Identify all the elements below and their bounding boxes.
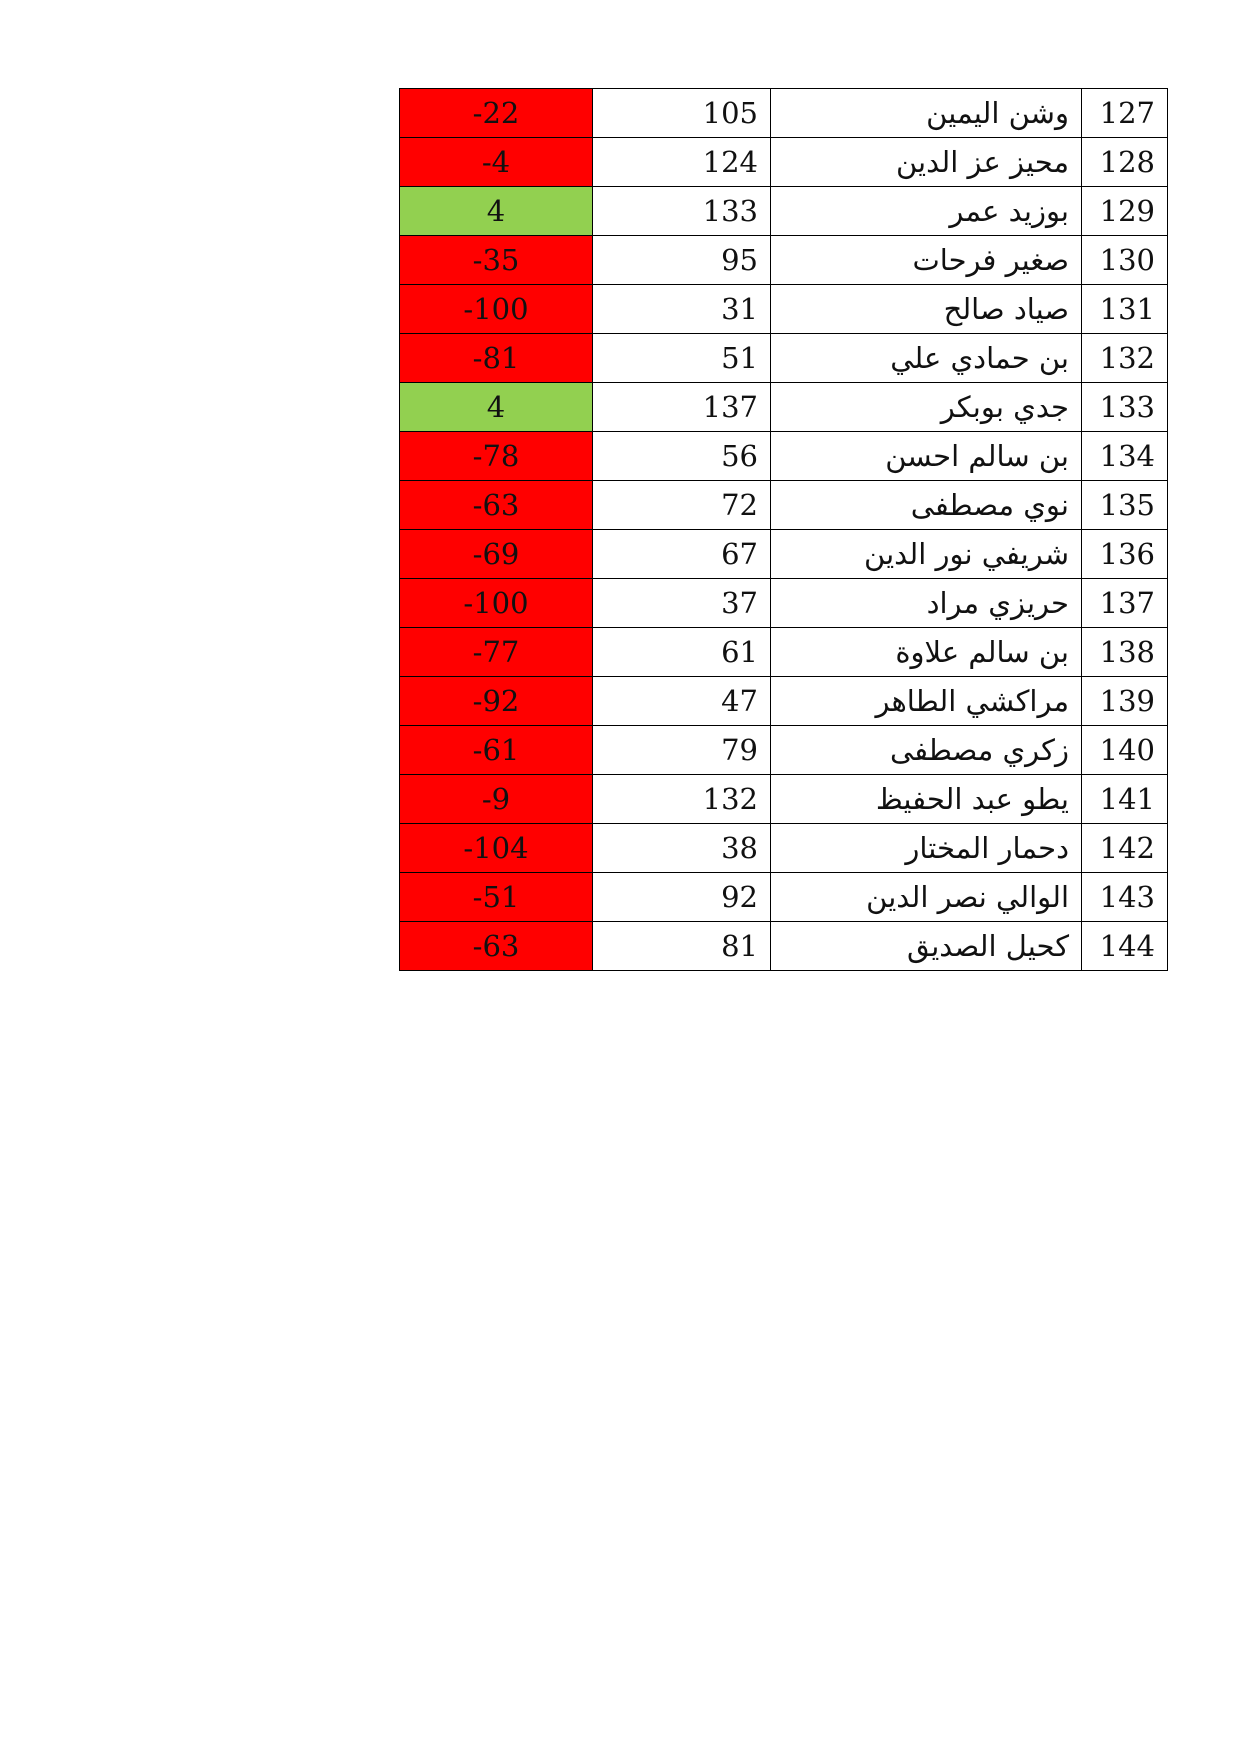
difference-cell: -78: [400, 432, 593, 481]
row-number-cell: 130: [1082, 236, 1168, 285]
name-cell: محيز عز الدين: [771, 138, 1082, 187]
row-number-cell: 141: [1082, 775, 1168, 824]
table-row: [400, 383, 1168, 432]
table-row: [400, 530, 1168, 579]
row-number-cell: 138: [1082, 628, 1168, 677]
row-number-cell: 128: [1082, 138, 1168, 187]
row-number-cell: 136: [1082, 530, 1168, 579]
table-row: [400, 873, 1168, 922]
table-row: [400, 481, 1168, 530]
table-row: [400, 138, 1168, 187]
score-cell: 67: [593, 530, 771, 579]
score-cell: 133: [593, 187, 771, 236]
difference-cell: -92: [400, 677, 593, 726]
score-cell: 124: [593, 138, 771, 187]
difference-cell: 4: [400, 187, 593, 236]
name-cell: بن سالم احسن: [771, 432, 1082, 481]
row-number-cell: 144: [1082, 922, 1168, 971]
name-cell: بن حمادي علي: [771, 334, 1082, 383]
table-row: [400, 824, 1168, 873]
row-number-cell: 133: [1082, 383, 1168, 432]
row-number-cell: 139: [1082, 677, 1168, 726]
score-cell: 132: [593, 775, 771, 824]
name-cell: مراكشي الطاهر: [771, 677, 1082, 726]
table-row: [400, 187, 1168, 236]
table-row: [400, 285, 1168, 334]
score-cell: 92: [593, 873, 771, 922]
difference-cell: -22: [400, 89, 593, 138]
difference-cell: -4: [400, 138, 593, 187]
difference-cell: 4: [400, 383, 593, 432]
difference-cell: -100: [400, 285, 593, 334]
score-cell: 137: [593, 383, 771, 432]
score-cell: 38: [593, 824, 771, 873]
name-cell: بوزيد عمر: [771, 187, 1082, 236]
table-row: [400, 726, 1168, 775]
score-cell: 37: [593, 579, 771, 628]
difference-cell: -69: [400, 530, 593, 579]
difference-cell: -63: [400, 922, 593, 971]
table-row: [400, 334, 1168, 383]
score-cell: 61: [593, 628, 771, 677]
row-number-cell: 143: [1082, 873, 1168, 922]
results-table-body: [400, 89, 1168, 971]
row-number-cell: 142: [1082, 824, 1168, 873]
name-cell: حريزي مراد: [771, 579, 1082, 628]
difference-cell: -77: [400, 628, 593, 677]
difference-cell: -81: [400, 334, 593, 383]
table-row: [400, 579, 1168, 628]
results-table: [399, 88, 1168, 971]
row-number-cell: 140: [1082, 726, 1168, 775]
name-cell: دحمار المختار: [771, 824, 1082, 873]
row-number-cell: 134: [1082, 432, 1168, 481]
difference-cell: -104: [400, 824, 593, 873]
row-number-cell: 132: [1082, 334, 1168, 383]
difference-cell: -61: [400, 726, 593, 775]
score-cell: 79: [593, 726, 771, 775]
score-cell: 105: [593, 89, 771, 138]
difference-cell: -63: [400, 481, 593, 530]
score-cell: 47: [593, 677, 771, 726]
name-cell: صغير فرحات: [771, 236, 1082, 285]
score-cell: 72: [593, 481, 771, 530]
name-cell: الوالي نصر الدين: [771, 873, 1082, 922]
score-cell: 31: [593, 285, 771, 334]
table-row: [400, 677, 1168, 726]
name-cell: وشن اليمين: [771, 89, 1082, 138]
name-cell: جدي بوبكر: [771, 383, 1082, 432]
table-row: [400, 236, 1168, 285]
row-number-cell: 129: [1082, 187, 1168, 236]
score-cell: 95: [593, 236, 771, 285]
row-number-cell: 137: [1082, 579, 1168, 628]
score-cell: 56: [593, 432, 771, 481]
name-cell: بن سالم علاوة: [771, 628, 1082, 677]
name-cell: نوي مصطفى: [771, 481, 1082, 530]
difference-cell: -100: [400, 579, 593, 628]
score-cell: 81: [593, 922, 771, 971]
table-row: [400, 432, 1168, 481]
table-row: [400, 89, 1168, 138]
row-number-cell: 127: [1082, 89, 1168, 138]
score-cell: 51: [593, 334, 771, 383]
difference-cell: -51: [400, 873, 593, 922]
difference-cell: -35: [400, 236, 593, 285]
table-row: [400, 628, 1168, 677]
row-number-cell: 131: [1082, 285, 1168, 334]
table-row: [400, 922, 1168, 971]
name-cell: صياد صالح: [771, 285, 1082, 334]
difference-cell: -9: [400, 775, 593, 824]
table-row: [400, 775, 1168, 824]
name-cell: زكري مصطفى: [771, 726, 1082, 775]
name-cell: شريفي نور الدين: [771, 530, 1082, 579]
row-number-cell: 135: [1082, 481, 1168, 530]
name-cell: كحيل الصديق: [771, 922, 1082, 971]
name-cell: يطو عبد الحفيظ: [771, 775, 1082, 824]
